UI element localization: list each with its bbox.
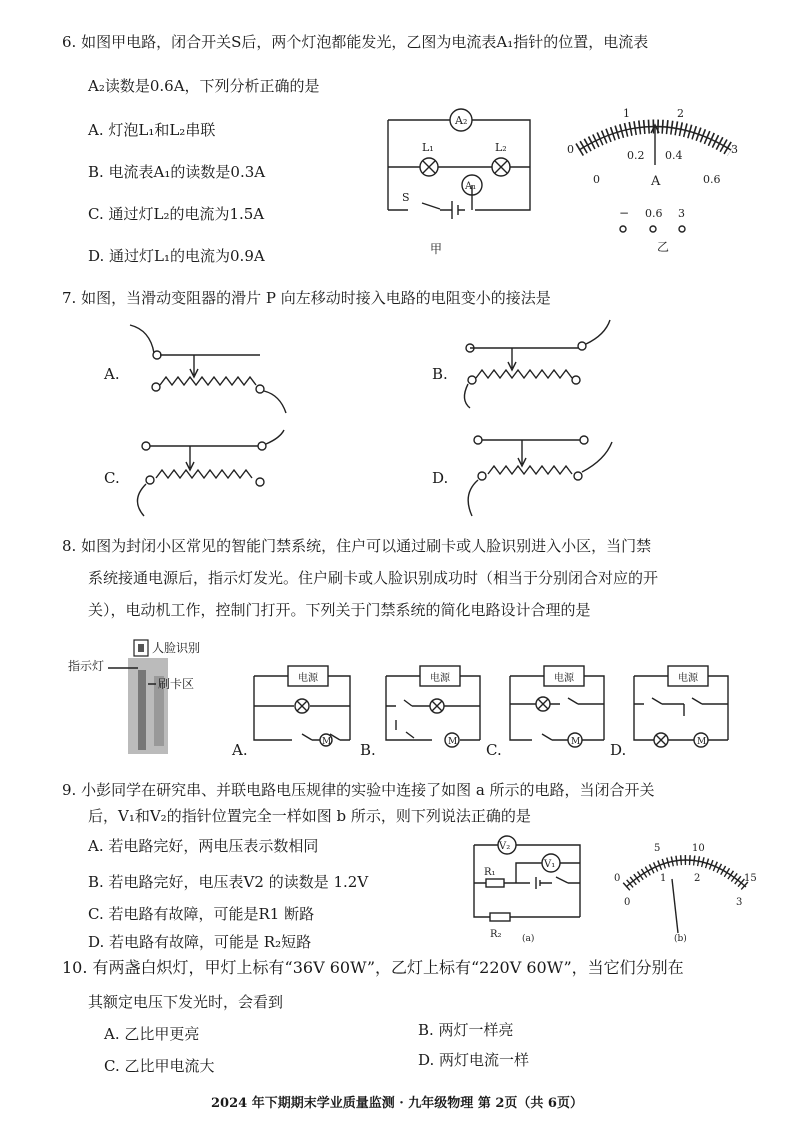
q8-circuit-d bbox=[634, 660, 734, 750]
q6-circuit-diagram bbox=[380, 105, 550, 265]
q9-v1-label: V₁ bbox=[544, 859, 556, 870]
q8-a-power-label: 电源 bbox=[298, 673, 318, 684]
q8-circuit-a bbox=[254, 660, 354, 750]
q6-option-b: B. 电流表A₁的读数是0.3A bbox=[88, 163, 266, 181]
q7-rheostat-b bbox=[460, 320, 620, 410]
q8-stem-line3: 关），电动机工作，控制门打开。下列关于门禁系统的简化电路设计合理的是 bbox=[88, 601, 591, 619]
q8-c-motor-label: M bbox=[571, 737, 581, 747]
q9-meter-tick-zero-top: 0 bbox=[614, 873, 621, 884]
q8-stem-line2: 系统接通电源后，指示灯发光。住户刷卡或人脸识别成功时（相当于分别闭合对应的开 bbox=[88, 569, 659, 587]
q6-meter-tick-bottom-1: 0.2 bbox=[627, 149, 645, 162]
q8-indicator-label: 指示灯 bbox=[68, 659, 105, 673]
q10-stem-line2: 其额定电压下发光时，会看到 bbox=[88, 993, 284, 1011]
q6-meter-tick-top-1: 1 bbox=[623, 107, 630, 120]
q6-lamp2-label: L₂ bbox=[495, 141, 507, 154]
q7-label-d: D. bbox=[432, 469, 449, 487]
q9-meter-tick-bottom-3: 3 bbox=[736, 897, 743, 908]
q10-option-b: B. 两灯一样亮 bbox=[418, 1021, 514, 1039]
q8-label-a: A. bbox=[232, 741, 248, 759]
q9-v2-label: V₂ bbox=[499, 841, 511, 852]
q6-meter-terminal-neg: − bbox=[619, 206, 630, 220]
q6-meter-tick-bottom-0: 0 bbox=[593, 173, 600, 186]
q6-meter-caption: 乙 bbox=[657, 240, 670, 254]
q9-circuit-diagram bbox=[470, 835, 590, 945]
q6-option-a: A. 灯泡L₁和L₂串联 bbox=[88, 121, 216, 139]
q6-ammeter-a2-label: A₂ bbox=[455, 114, 468, 127]
q6-meter-terminal-3: 3 bbox=[678, 207, 685, 220]
q9-meter-caption: (b) bbox=[674, 934, 687, 944]
q7-label-c: C. bbox=[104, 469, 120, 487]
q8-a-motor-label: M bbox=[322, 737, 332, 747]
q6-meter-tick-top-3: 3 bbox=[731, 143, 738, 156]
q6-meter-tick-bottom-2: 0.4 bbox=[665, 149, 683, 162]
q10-stem-line1: 10. 有两盏白炽灯，甲灯上标有“36V 60W”，乙灯上标有“220V 60W”，当它们分别在 bbox=[62, 958, 684, 977]
q10-option-a: A. 乙比甲更亮 bbox=[104, 1025, 200, 1043]
q6-option-c: C. 通过灯L₂的电流为1.5A bbox=[88, 205, 265, 223]
q6-meter-tick-bottom-3: 0.6 bbox=[703, 173, 721, 186]
q8-circuit-b bbox=[386, 660, 486, 750]
q7-rheostat-c bbox=[130, 430, 290, 520]
q8-face-recognition-label: 人脸识别 bbox=[152, 641, 201, 655]
q8-circuit-c bbox=[510, 660, 610, 750]
q9-circuit-caption: (a) bbox=[522, 934, 535, 944]
q9-meter-tick-top-5: 5 bbox=[654, 843, 661, 854]
q6-stem-line1: 6. 如图甲电路，闭合开关S后，两个灯泡都能发光，乙图为电流表A₁指针的位置，电流表 bbox=[62, 33, 649, 51]
q9-r2-label: R₂ bbox=[490, 929, 502, 940]
q9-option-c: C. 若电路有故障，可能是R1 断路 bbox=[88, 905, 315, 923]
q6-meter-tick-top-0: 0 bbox=[567, 143, 574, 156]
q8-gate-photo bbox=[68, 636, 238, 756]
q6-ammeter-a1-label: A₁ bbox=[465, 181, 477, 192]
q9-option-d: D. 若电路有故障，可能是 R₂短路 bbox=[88, 933, 312, 951]
q8-stem-line1: 8. 如图为封闭小区常见的智能门禁系统，住户可以通过刷卡或人脸识别进入小区，当门禁 bbox=[62, 537, 652, 555]
q9-stem-line1: 9. 小彭同学在研究串、并联电路电压规律的实验中连接了如图 a 所示的电路，当闭合开关 bbox=[62, 781, 655, 799]
q7-rheostat-d bbox=[460, 430, 620, 520]
q9-meter-tick-bottom-1: 1 bbox=[660, 873, 667, 884]
q9-option-a: A. 若电路完好，两电压表示数相同 bbox=[88, 837, 319, 855]
q8-d-power-label: 电源 bbox=[678, 673, 698, 684]
q9-stem-line2: 后，V₁和V₂的指针位置完全一样如图 b 所示，则下列说法正确的是 bbox=[88, 807, 531, 825]
q9-option-b: B. 若电路完好，电压表V2 的读数是 1.2V bbox=[88, 873, 369, 891]
q7-stem: 7. 如图，当滑动变阻器的滑片 P 向左移动时接入电路的电阻变小的接法是 bbox=[62, 289, 551, 307]
q9-meter-tick-top-15: 15 bbox=[744, 873, 757, 884]
q9-voltmeter-dial bbox=[616, 835, 766, 945]
q9-r1-label: R₁ bbox=[484, 867, 496, 878]
q8-b-power-label: 电源 bbox=[430, 673, 450, 684]
q8-label-d: D. bbox=[610, 741, 627, 759]
q9-meter-tick-bottom-0: 0 bbox=[624, 897, 631, 908]
q8-c-power-label: 电源 bbox=[554, 673, 574, 684]
q10-option-c: C. 乙比甲电流大 bbox=[104, 1057, 215, 1075]
q8-d-motor-label: M bbox=[697, 737, 707, 747]
q7-label-a: A. bbox=[104, 365, 120, 383]
q6-circuit-caption: 甲 bbox=[430, 242, 443, 256]
q6-meter-terminal-06: 0.6 bbox=[645, 207, 663, 220]
q7-label-b: B. bbox=[432, 365, 448, 383]
q6-switch-label: S bbox=[402, 191, 410, 204]
q8-label-b: B. bbox=[360, 741, 376, 759]
q9-meter-tick-bottom-2: 2 bbox=[694, 873, 701, 884]
q6-meter-unit: A bbox=[651, 174, 661, 189]
q6-lamp1-label: L₁ bbox=[422, 141, 434, 154]
page-footer: 2024 年下期期末学业质量监测 · 九年级物理 第 2页（共 6页） bbox=[211, 1096, 583, 1111]
q7-rheostat-a bbox=[130, 325, 290, 415]
q6-ammeter-dial bbox=[565, 105, 745, 255]
q6-stem-line2: A₂读数是0.6A，下列分析正确的是 bbox=[88, 77, 320, 95]
q9-meter-tick-top-10: 10 bbox=[692, 843, 705, 854]
q10-option-d: D. 两灯电流一样 bbox=[418, 1051, 530, 1069]
q6-meter-tick-top-2: 2 bbox=[677, 107, 684, 120]
q8-b-motor-label: M bbox=[448, 737, 458, 747]
q8-card-area-label: 刷卡区 bbox=[158, 677, 195, 691]
q8-label-c: C. bbox=[486, 741, 502, 759]
q6-option-d: D. 通过灯L₁的电流为0.9A bbox=[88, 247, 265, 265]
